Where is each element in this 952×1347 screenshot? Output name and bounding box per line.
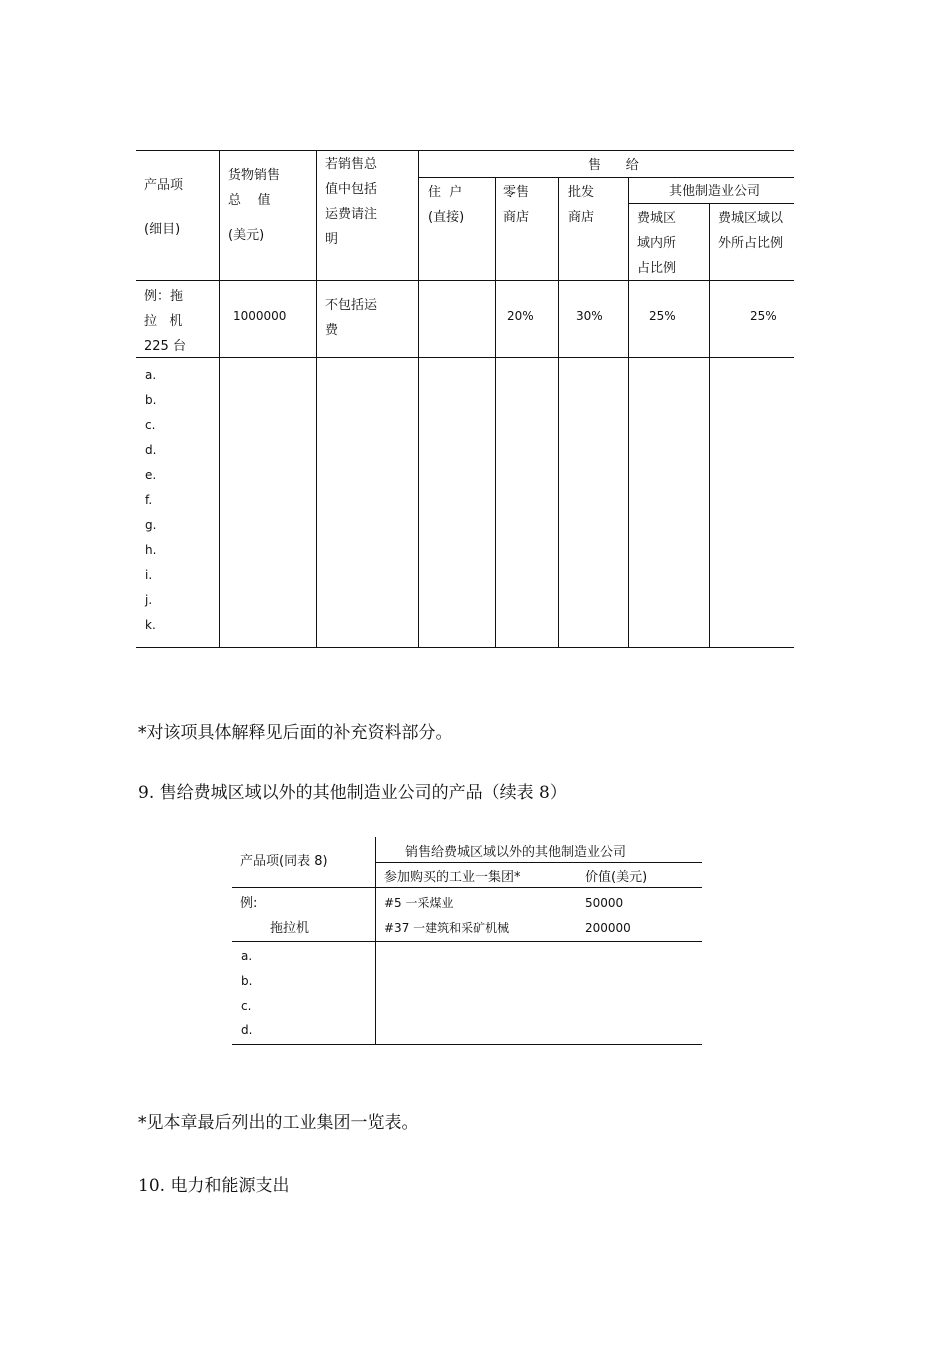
header-total-sales: 货物销售 总 值	[228, 168, 281, 208]
row-label: d.	[241, 1023, 253, 1037]
header-group: 销售给费城区域以外的其他制造业公司	[405, 845, 627, 860]
example-item: 拖拉机	[270, 921, 310, 936]
header-households: 住 户 (直接)	[428, 185, 465, 225]
header-product: 产品项(同表 8)	[240, 854, 328, 869]
row-label: i.	[145, 568, 153, 582]
row-label: c.	[241, 999, 252, 1013]
industry-table	[232, 837, 702, 1045]
example-within-city: 25%	[649, 309, 676, 323]
header-sold-to: 售 给	[588, 158, 639, 173]
header-value: 价值(美元)	[585, 870, 648, 885]
row-label: b.	[145, 393, 157, 407]
header-product-sub: (细目)	[144, 222, 181, 237]
row-label: f.	[145, 493, 153, 507]
rule-top	[136, 150, 794, 151]
col-divider	[495, 177, 496, 648]
row-label: d.	[145, 443, 157, 457]
row-label: c.	[145, 418, 156, 432]
header-wholesale: 批发 商店	[568, 185, 595, 225]
header-industry: 参加购买的工业一集团*	[384, 870, 521, 885]
col-divider	[709, 203, 710, 648]
example-industry: #37 一建筑和采矿机械	[384, 921, 510, 935]
rule-example-bottom	[136, 357, 794, 358]
footnote: *对该项具体解释见后面的补充资料部分。	[138, 723, 453, 743]
col-divider	[316, 150, 317, 648]
example-value: 200000	[585, 921, 631, 935]
example-label: 例:	[240, 896, 258, 911]
sales-table	[136, 150, 794, 648]
row-label: a.	[145, 368, 157, 382]
row-label: e.	[145, 468, 157, 482]
example-product: 例：拖 拉 机 225 台	[144, 289, 186, 354]
col-divider	[219, 150, 220, 648]
example-outside-city: 25%	[750, 309, 777, 323]
section-heading: 10. 电力和能源支出	[138, 1176, 290, 1196]
header-other-mfg: 其他制造业公司	[669, 184, 761, 199]
col-divider	[628, 177, 629, 648]
example-freight: 不包括运 费	[325, 298, 378, 338]
row-label: g.	[145, 518, 157, 532]
header-freight: 若销售总 值中包括 运费请注 明	[325, 157, 378, 247]
header-product: 产品项	[144, 178, 184, 193]
rule-bottom	[232, 1044, 702, 1045]
row-label: h.	[145, 543, 157, 557]
section-heading: 9. 售给费城区域以外的其他制造业公司的产品（续表 8）	[138, 783, 567, 803]
header-retail: 零售 商店	[503, 185, 530, 225]
footnote: *见本章最后列出的工业集团一览表。	[138, 1113, 419, 1133]
example-retail: 20%	[507, 309, 534, 323]
header-outside-city: 费城区域以 外所占比例	[718, 211, 784, 251]
row-label: k.	[145, 618, 156, 632]
col-divider	[558, 177, 559, 648]
header-total-sales-unit: (美元)	[228, 228, 265, 243]
example-wholesale: 30%	[576, 309, 603, 323]
rule-bottom	[136, 647, 794, 648]
row-label: j.	[145, 593, 153, 607]
header-within-city: 费城区 域内所 占比例	[637, 211, 677, 276]
row-label: b.	[241, 974, 253, 988]
example-industry: #5 一采煤业	[384, 896, 454, 910]
example-total: 1000000	[233, 309, 287, 323]
row-label: a.	[241, 949, 253, 963]
rule-header-bottom	[136, 280, 794, 281]
col-divider	[375, 837, 376, 1045]
rule-example-bottom	[232, 941, 702, 942]
col-divider	[418, 150, 419, 648]
example-value: 50000	[585, 896, 624, 910]
